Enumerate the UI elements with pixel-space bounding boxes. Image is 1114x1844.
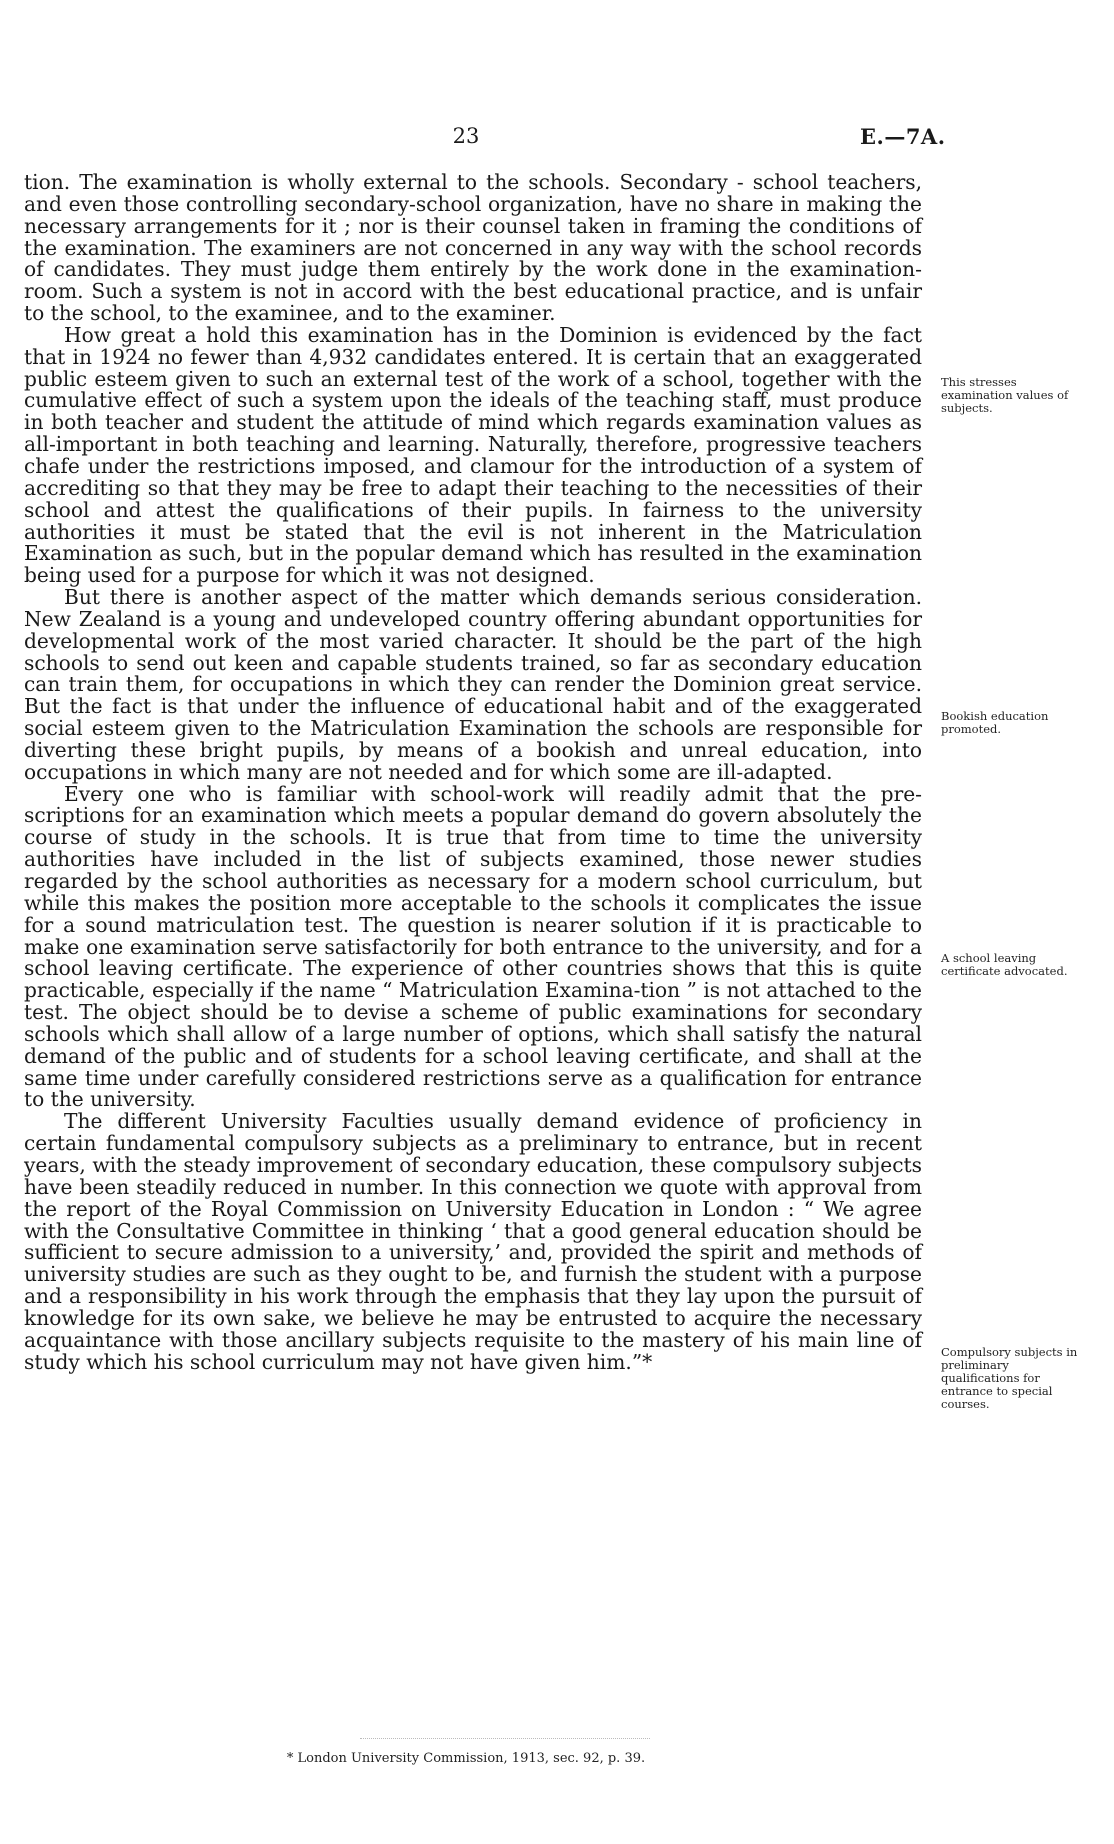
margin-note-bookish-education: Bookish education promoted.: [941, 709, 1049, 736]
margin-note-leaving-certificate: A school leaving certificate advocated.: [941, 951, 1068, 978]
paragraph-3: But there is another aspect of the matter which demands serious consideration. New Zealand is a young and undeveloped country offering abundant opportunities for developmental work of the most varied character. It should be the part of the high schools to send out keen and capable students trained, so far as secondary education can train them, for occupations in which they can render the Dominion great service. But the fact is that under the influence of educational habit and of the exaggerated social esteem given to the Matriculation Examination the schools are responsible for diverting these bright pupils, by means of a bookish and unreal education, into occupations in which many are not needed and for which some are ill-adapted.: [24, 585, 922, 784]
paragraph-2: How great a hold this examination has in the Dominion is evidenced by the fact that in 1924 no fewer than 4,932 candidates entered. It is certain that an exaggerated public esteem given to such an external test of the work of a school, together with the cumulative effect of such a system upon the ideals of the teaching staff, must produce in both teacher and student the attitude of mind which regards examination values as all-important in both teaching and learning. Naturally, therefore, progressive teachers chafe under the restrictions imposed, and clamour for the introduction of a system of accrediting so that they may be free to adapt their teaching to the necessities of their school and attest the qualifications of their pupils. In fairness to the university authorities it must be stated that the evil is not inherent in the Matriculation Examination as such, but in the popular demand which has resulted in the examination being used for a purpose for which it was not designed.: [24, 322, 922, 588]
margin-note-examination-values: This stresses examination values of subjects.: [941, 375, 1069, 415]
footnote-divider: [360, 1738, 650, 1739]
body-text: [24, 172, 922, 1373]
paragraph-4: Every one who is familiar with school-work will readily admit that the pre-scriptions for an examination which meets a popular demand do govern absolutely the course of study in the schools. It is true that from time to time the university authorities have included in the list of subjects examined, those newer studies regarded by the school authorities as necessary for a modern school curriculum, but while this makes the position more acceptable to the schools it complicates the issue for a sound matriculation test. The question is nearer solution if it is practicable to make one examination serve satisfactorily for both entrance to the university, and for a school leaving certificate. The experience of other countries shows that this is quite practicable, especially if the name “ Matriculation Examina-tion ” is not attached to the test. The object should be to devise a scheme of public examinations for secondary schools which shall allow of a large number of options, which shall satisfy the natural demand of the public and of students for a school leaving certificate, and shall at the same time under carefully considered restrictions serve as a qualification for entrance to the university.: [24, 781, 922, 1112]
margin-note-compulsory-subjects: Compulsory subjects in preliminary qualifications for entrance to special courses.: [941, 1345, 1078, 1411]
footnote: * London University Commission, 1913, sec. 92, p. 39.: [286, 1751, 646, 1766]
paragraph-5: The different University Faculties usually demand evidence of proficiency in certain fundamental compulsory subjects as a preliminary to entrance, but in recent years, with the steady improvement of secondary education, these compulsory subjects have been steadily reduced in number. In this connection we quote with approval from the report of the Royal Commission on University Education in London : “ We agree with the Consultative Committee in thinking ‘ that a good general education should be sufficient to secure admission to a university,’ and, provided the spirit and methods of university studies are such as they ought to be, and furnish the student with a purpose and a responsibility in his work through the emphasis that they lay upon the pursuit of knowledge for its own sake, we believe he may be entrusted to acquire the necessary acquaintance with those ancillary subjects requisite to the mastery of his main line of study which his school curriculum may not have given him.”*: [24, 1109, 922, 1374]
paragraph-1: tion. The examination is wholly external to the schools. Secondary - school teachers, and even those controlling secondary-school organization, have no share in making the necessary arrangements for it ; nor is their counsel taken in framing the conditions of the examination. The examiners are not concerned in any way with the school records of candidates. They must judge them entirely by the work done in the examination-room. Such a system is not in accord with the best educational practice, and is unfair to the school, to the examinee, and to the examiner.: [24, 170, 922, 326]
page-number: 23: [452, 124, 480, 148]
document-reference: E.—7A.: [860, 124, 946, 149]
